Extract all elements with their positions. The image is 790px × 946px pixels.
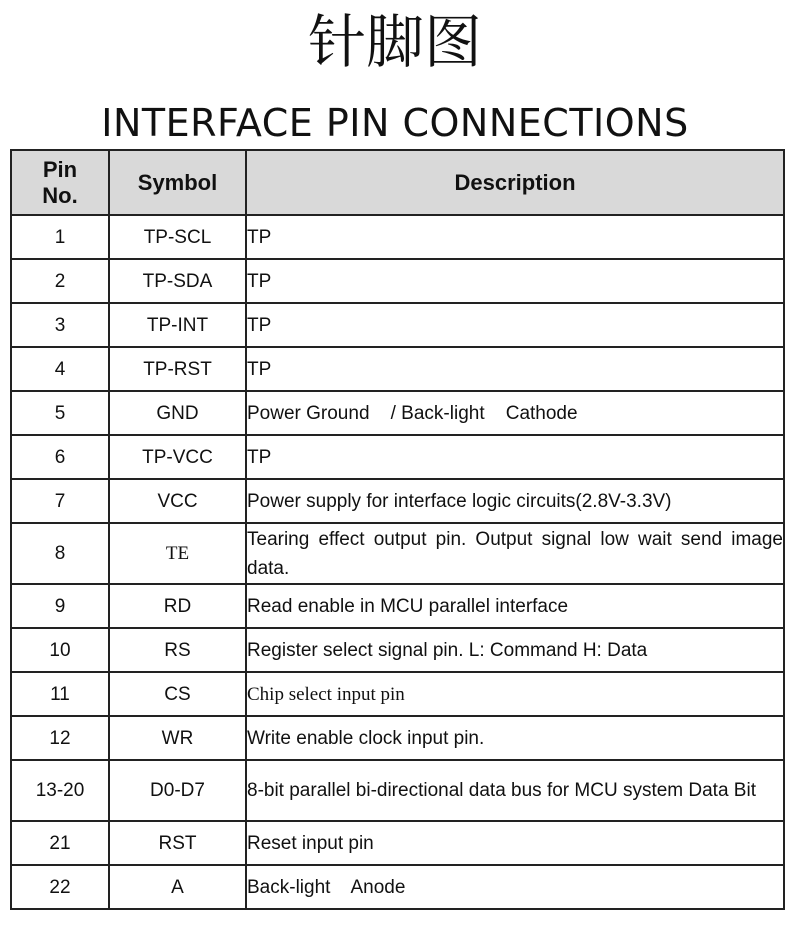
page-title: INTERFACE PIN CONNECTIONS <box>101 101 689 145</box>
pin-number: 8 <box>11 523 109 584</box>
pin-number: 11 <box>11 672 109 716</box>
page-title-chinese: 针脚图 <box>307 8 482 76</box>
table-row <box>11 584 784 628</box>
pin-number: 2 <box>11 259 109 303</box>
table-row <box>11 215 784 259</box>
pin-description: Write enable clock input pin. <box>246 716 784 760</box>
table-row <box>11 259 784 303</box>
pin-description: Chip select input pin <box>246 672 784 716</box>
pin-symbol: CS <box>109 672 246 716</box>
pin-description: TP <box>246 215 784 259</box>
pin-number: 13-20 <box>11 760 109 821</box>
pin-number: 3 <box>11 303 109 347</box>
table-row <box>11 479 784 523</box>
pin-symbol: RST <box>109 821 246 865</box>
table-row <box>11 303 784 347</box>
table-row <box>11 435 784 479</box>
header-pin-no: Pin No. <box>11 150 109 215</box>
table-row <box>11 347 784 391</box>
pin-description: TP <box>246 347 784 391</box>
pin-symbol: TP-INT <box>109 303 246 347</box>
pin-symbol: RD <box>109 584 246 628</box>
pin-number: 9 <box>11 584 109 628</box>
pin-connections-table <box>10 149 785 910</box>
pin-description: TP <box>246 435 784 479</box>
pin-number: 10 <box>11 628 109 672</box>
pin-description: Read enable in MCU parallel interface <box>246 584 784 628</box>
pin-description: 8-bit parallel bi-directional data bus for MCU system Data Bit <box>246 760 784 821</box>
pin-description: Register select signal pin. L: Command H: Data <box>246 628 784 672</box>
table-row <box>11 760 784 821</box>
pin-description: Back-light Anode <box>246 865 784 909</box>
pin-number: 7 <box>11 479 109 523</box>
pin-description: Power supply for interface logic circuits(2.8V-3.3V) <box>246 479 784 523</box>
pin-number: 6 <box>11 435 109 479</box>
pin-symbol: VCC <box>109 479 246 523</box>
pin-symbol: RS <box>109 628 246 672</box>
pin-description: Tearing effect output pin. Output signal low wait send image data. <box>246 523 784 584</box>
pin-symbol: GND <box>109 391 246 435</box>
pin-description: TP <box>246 259 784 303</box>
header-description: Description <box>246 150 784 215</box>
pin-number: 5 <box>11 391 109 435</box>
table-row <box>11 716 784 760</box>
table-row <box>11 628 784 672</box>
table-header-row <box>11 150 784 215</box>
pin-symbol: D0-D7 <box>109 760 246 821</box>
pin-number: 4 <box>11 347 109 391</box>
pin-symbol: TE <box>109 523 246 584</box>
table-row <box>11 865 784 909</box>
table-row <box>11 391 784 435</box>
pin-number: 12 <box>11 716 109 760</box>
pin-number: 21 <box>11 821 109 865</box>
pin-symbol: TP-SCL <box>109 215 246 259</box>
header-symbol: Symbol <box>109 150 246 215</box>
pin-symbol: WR <box>109 716 246 760</box>
pin-number: 1 <box>11 215 109 259</box>
pin-symbol: TP-RST <box>109 347 246 391</box>
table-row <box>11 821 784 865</box>
table-row <box>11 672 784 716</box>
pin-symbol: A <box>109 865 246 909</box>
pin-description: Power Ground / Back-light Cathode <box>246 391 784 435</box>
table-row <box>11 523 784 584</box>
pin-description: Reset input pin <box>246 821 784 865</box>
pin-symbol: TP-VCC <box>109 435 246 479</box>
pin-number: 22 <box>11 865 109 909</box>
pin-description: TP <box>246 303 784 347</box>
pin-symbol: TP-SDA <box>109 259 246 303</box>
